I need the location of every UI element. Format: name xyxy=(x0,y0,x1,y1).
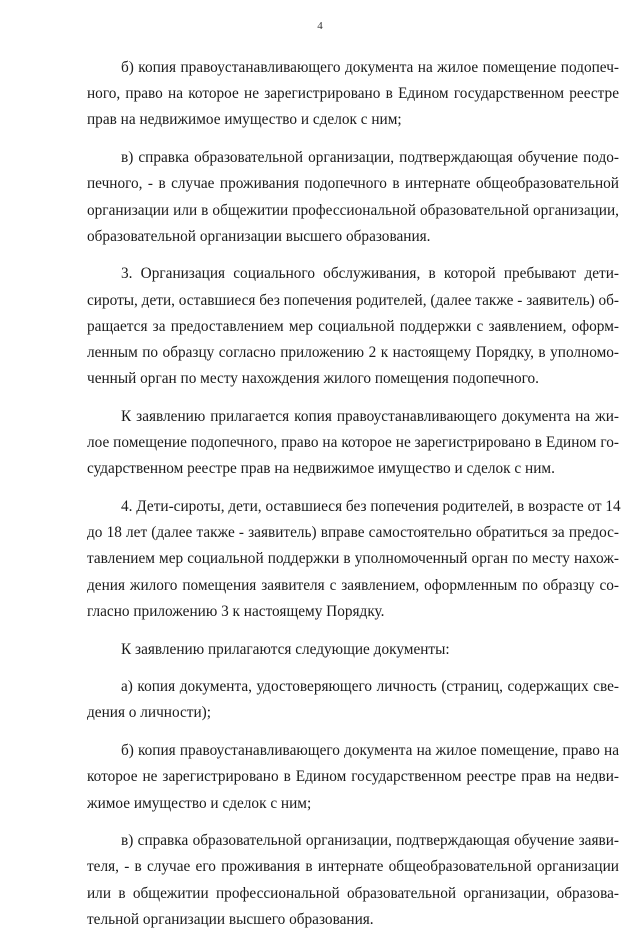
text-line: К заявлению прилагается копия правоустанавливающего документа на жи- xyxy=(121,407,619,425)
text-line: б) копия правоустанавливающего документа на жилое помещение подопеч- xyxy=(121,59,619,76)
document-body xyxy=(87,55,619,945)
text-line: тавлением мер социальной поддержки в уполномоченный орган по месту нахож- xyxy=(87,550,619,568)
text-line: сироты, дети, оставшиеся без попечения родителей, (далее также - заявитель) об- xyxy=(87,291,620,309)
text-line: прав на недвижимое имущество и сделок с ним; xyxy=(87,111,402,129)
text-line: б) копия правоустанавливающего документа на жилое помещение, право на xyxy=(121,742,619,760)
paragraph-attachment-note xyxy=(87,404,619,483)
page-number: 4 xyxy=(317,20,323,32)
text-line: образовательной организации высшего образования. xyxy=(87,227,431,245)
paragraph-item-4 xyxy=(87,494,619,625)
text-line: гласно приложению 3 к настоящему Порядку. xyxy=(87,602,385,620)
text-line: печного, - в случае проживания подопечного в интернате общеобразовательной xyxy=(87,175,619,193)
text-line: теля, - в случае его проживания в интернате общеобразовательной организации xyxy=(87,858,619,876)
text-line: организации или в общежитии профессиональной образовательной организации, xyxy=(87,201,619,219)
text-line: дения о личности); xyxy=(87,704,212,722)
text-line: ченный орган по месту нахождения жилого помещения подопечного. xyxy=(87,370,539,388)
text-line: а) копия документа, удостоверяющего личность (страниц, содержащих све- xyxy=(121,678,619,696)
text-line: до 18 лет (далее также - заявитель) вправе самостоятельно обратиться за предос- xyxy=(87,524,619,542)
paragraph-identity-document xyxy=(87,674,619,726)
text-line: в) справка образовательной организации, подтверждающая обучение подо- xyxy=(121,149,619,167)
text-line: или в общежитии профессиональной образовательной организации, образова- xyxy=(87,884,619,902)
text-line: 3. Организация социального обслуживания, в которой пребывают дети- xyxy=(121,265,619,283)
text-line: ного, право на которое не зарегистрировано в Едином государственном реестре xyxy=(87,85,619,103)
text-line: 4. Дети-сироты, дети, оставшиеся без попечения родителей, в возрасте от 14 xyxy=(121,498,621,516)
text-line: ращается за предоставлением мер социальной поддержки с заявлением, оформ- xyxy=(87,317,619,335)
text-line: сударственном реестре прав на недвижимое имущество и сделок с ним. xyxy=(87,460,555,478)
paragraph-education-certificate-ward xyxy=(87,145,619,250)
paragraph-documents-list-intro xyxy=(87,637,619,663)
paragraph-item-3 xyxy=(87,261,619,392)
text-line: тельной организации высшего образования. xyxy=(87,910,374,928)
paragraph-education-certificate-applicant xyxy=(87,828,619,933)
paragraph-copy-title-document-applicant xyxy=(87,738,619,817)
text-line: которое не зарегистрировано в Едином государственном реестре прав на недви- xyxy=(87,768,619,786)
text-line: в) справка образовательной организации, подтверждающая обучение заяви- xyxy=(121,832,619,850)
text-line: дения жилого помещения заявителя с заявлением, оформленным по образцу со- xyxy=(87,576,619,594)
text-line: ленным по образцу согласно приложению 2 к настоящему Порядку, в уполномо- xyxy=(87,344,619,362)
text-line: лое помещение подопечного, право на которое не зарегистрировано в Едином го- xyxy=(87,434,619,452)
paragraph-copy-title-document-ward xyxy=(87,55,619,134)
text-line: К заявлению прилагаются следующие документы: xyxy=(121,640,450,658)
text-line: жимое имущество и сделок с ним; xyxy=(87,794,312,812)
